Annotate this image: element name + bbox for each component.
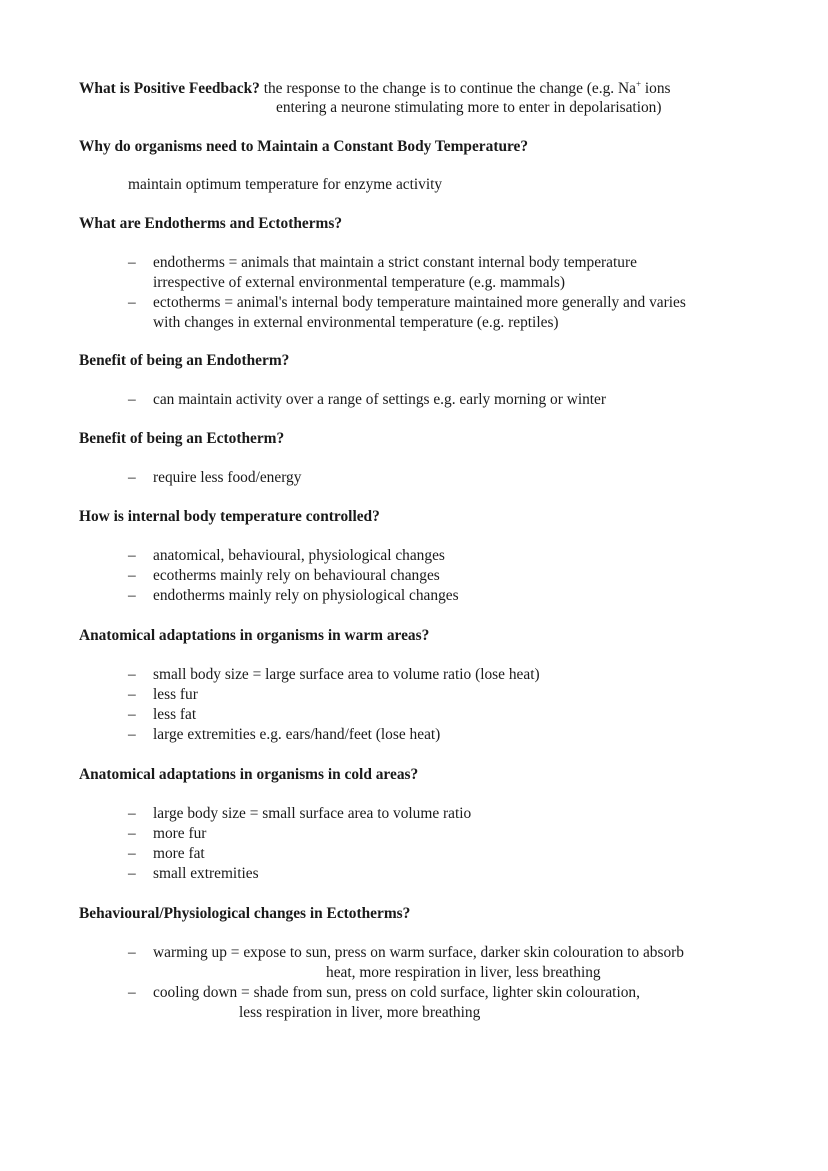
- constant-temp-answer: maintain optimum temperature for enzyme activity: [128, 176, 443, 193]
- list-item: – small extremities: [128, 865, 259, 882]
- list-item: – warming up = expose to sun, press on warm surface, darker skin colouration to absorb heat, more respiration in liver, less breathing: [128, 944, 684, 981]
- cold-adapt-question: Anatomical adaptations in organisms in cold areas?: [79, 766, 419, 783]
- positive-feedback-answer-line2: entering a neurone stimulating more to enter in depolarisation): [276, 99, 662, 116]
- positive-feedback-question: What is Positive Feedback?: [79, 80, 260, 97]
- dash-bullet: –: [128, 391, 136, 408]
- sodium-charge-superscript: +: [635, 78, 642, 89]
- endo-ecto-question: What are Endotherms and Ectotherms?: [79, 215, 343, 232]
- list-item: – cooling down = shade from sun, press on cold surface, lighter skin colouration, less respiration in liver, more breathing: [128, 984, 640, 1021]
- warm-adapt-question: Anatomical adaptations in organisms in warm areas?: [79, 627, 430, 644]
- endo-benefit-list: [128, 390, 606, 410]
- list-item: – can maintain activity over a range of settings e.g. early morning or winter: [128, 391, 607, 408]
- dash-bullet: –: [128, 706, 136, 723]
- list-item: – endotherms mainly rely on physiological changes: [128, 587, 459, 604]
- dash-bullet: –: [128, 984, 136, 1001]
- list-item: – large extremities e.g. ears/hand/feet (lose heat): [128, 726, 441, 743]
- dash-bullet: –: [128, 805, 136, 822]
- endo-ecto-list: [128, 253, 686, 333]
- list-item: – endotherms = animals that maintain a strict constant internal body temperature irrespective of external environmental temperature (e.g. mammals): [128, 254, 637, 291]
- dash-bullet: –: [128, 469, 136, 486]
- dash-bullet: –: [128, 254, 136, 271]
- temp-control-question: How is internal body temperature controlled?: [79, 508, 380, 525]
- dash-bullet: –: [128, 865, 136, 882]
- positive-feedback-answer-line1: the response to the change is to continue the change (e.g. Na+ ions: [263, 78, 671, 97]
- list-item: – ecotherms mainly rely on behavioural changes: [128, 567, 440, 584]
- ecto-changes-question: Behavioural/Physiological changes in Ectotherms?: [79, 905, 411, 922]
- dash-bullet: –: [128, 294, 136, 311]
- dash-bullet: –: [128, 686, 136, 703]
- ecto-benefit-list: [128, 468, 301, 488]
- ecto-changes-list: [128, 943, 684, 1023]
- ecto-benefit-question: Benefit of being an Ectotherm?: [79, 430, 285, 447]
- temp-control-list: [128, 546, 459, 606]
- dash-bullet: –: [128, 547, 136, 564]
- dash-bullet: –: [128, 845, 136, 862]
- dash-bullet: –: [128, 587, 136, 604]
- endo-benefit-question: Benefit of being an Endotherm?: [79, 352, 290, 369]
- dash-bullet: –: [128, 825, 136, 842]
- list-item: – small body size = large surface area to volume ratio (lose heat): [128, 666, 540, 683]
- cold-adapt-list: [128, 804, 471, 884]
- list-item: – anatomical, behavioural, physiological changes: [128, 547, 445, 564]
- list-item: – less fat: [128, 706, 197, 723]
- list-item: – more fur: [128, 825, 207, 842]
- dash-bullet: –: [128, 726, 136, 743]
- dash-bullet: –: [128, 666, 136, 683]
- dash-bullet: –: [128, 567, 136, 584]
- list-item: – large body size = small surface area to volume ratio: [128, 805, 472, 822]
- list-item: – less fur: [128, 686, 198, 703]
- warm-adapt-list: [128, 665, 540, 745]
- constant-temp-question: Why do organisms need to Maintain a Constant Body Temperature?: [79, 138, 529, 155]
- dash-bullet: –: [128, 944, 136, 961]
- list-item: – require less food/energy: [128, 469, 302, 486]
- list-item: – more fat: [128, 845, 205, 862]
- list-item: – ectotherms = animal's internal body temperature maintained more generally and varies with changes in external environmental temperature (e.g. reptiles): [128, 294, 686, 331]
- positive-feedback-question-line: [79, 79, 671, 99]
